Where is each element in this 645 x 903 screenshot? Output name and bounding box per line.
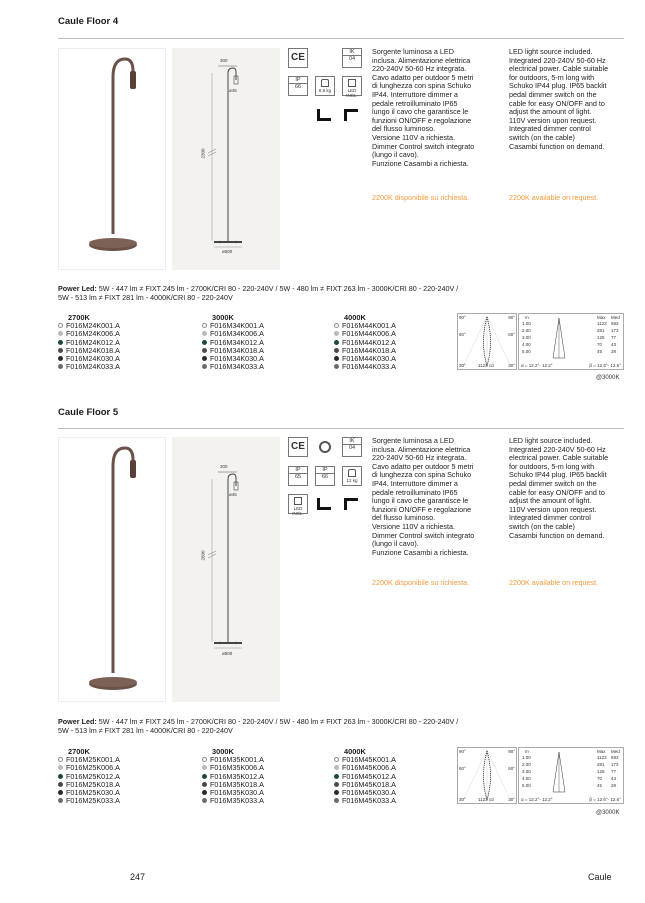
weight-icon [342, 466, 362, 486]
note-english: 2200K available on request. [509, 193, 599, 202]
code-list [202, 322, 264, 372]
finish-swatch-icon [334, 798, 339, 803]
product-image [58, 437, 166, 702]
photometry-cell: 125 [597, 335, 605, 340]
description-italian: Sorgente luminosa a LED inclusa. Alimentazione elettrica 220-240V 50-60 Hz integrata. Cavo adatto per outdoor 5 metri di lunghezza con spina Schuko IP44. Interruttore dimmer a pedale retroilluminato IP65 lungo il cavo che garantisce le funzioni ON/OFF e regolazione del flusso luminoso. Versione 110V a richiesta. Dimmer Control switch integrato (lungo il cavo). Funzione Casambi a richiesta. [372, 47, 475, 168]
photometry-cell: 3.00 [522, 335, 531, 340]
table-head-med: Med [611, 315, 620, 320]
ip-rating-icon-2 [315, 466, 335, 486]
code-column-4000k [334, 313, 396, 372]
spec-line-1: 5W - 447 lm ≠ FIXT 245 lm - 2700K/CRI 80 - 220-240V / 5W - 480 lm ≠ FIXT 263 lm - 3000K/CRI 80 - 220-240V / [96, 717, 459, 726]
section-divider [58, 38, 624, 39]
polar-diagram [457, 313, 517, 370]
finish-swatch-icon [202, 364, 207, 369]
photometry-cell: 3.00 [522, 769, 531, 774]
finish-swatch-icon [58, 323, 63, 328]
led-label: LED INCL. [292, 506, 304, 516]
product-code: F016M35K018.A [210, 779, 264, 789]
product-code-row [58, 797, 120, 805]
technical-drawing [172, 48, 280, 270]
photometry-cell: 28 [611, 349, 617, 354]
product-code: F016M34K030.A [210, 354, 264, 364]
led-included-icon [288, 494, 308, 514]
note-italian: 2200K disponibile su richiesta. [372, 193, 470, 202]
power-led-spec [58, 717, 624, 735]
column-header: 2700K [68, 747, 90, 756]
angle-60-right: 60° [508, 332, 515, 337]
photometry-note: @3000K [596, 810, 620, 816]
product-code: F016M34K001.A [210, 321, 264, 330]
power-led-spec [58, 284, 624, 302]
product-code: F016M44K030.A [342, 354, 396, 364]
alpha-angle: α = 12.2°- 12.2° [521, 363, 553, 368]
angle-90-right: 90° [508, 749, 515, 754]
finish-swatch-icon [58, 782, 63, 787]
photometry-cell: 70 [597, 776, 603, 781]
section-divider [58, 428, 624, 429]
angle-90-left: 90° [459, 315, 466, 320]
product-code-row [202, 363, 264, 371]
note-italian: 2200K disponibile su richiesta. [372, 578, 470, 587]
ik-label: IK [349, 438, 355, 444]
code-list [58, 756, 120, 806]
angle-30-right: 30° [508, 363, 515, 368]
candela-value: 1123 cd [478, 797, 494, 802]
spec-label: Power Led: [58, 284, 97, 293]
ip-value: 65 [289, 473, 307, 480]
photometry-row [522, 762, 624, 769]
angle-30-left: 30° [459, 363, 466, 368]
finish-swatch-icon [334, 348, 339, 353]
finish-swatch-icon [202, 323, 207, 328]
product-code-row [334, 363, 396, 371]
product-code-row [334, 797, 396, 805]
table-head-med: Med [611, 749, 620, 754]
finish-swatch-icon [202, 348, 207, 353]
beta-angle: β = 12.6°- 12.6° [589, 363, 621, 368]
photometry-cell: 1.00 [522, 321, 531, 326]
photometry-row [522, 769, 624, 776]
finish-swatch-icon [334, 364, 339, 369]
table-head-max: Max [597, 315, 606, 320]
cert-mark-icon [315, 437, 335, 457]
photometry-cell: 4.00 [522, 776, 531, 781]
finish-swatch-icon [334, 323, 339, 328]
finish-swatch-icon [202, 782, 207, 787]
description-english: LED light source included. Integrated 220-240V 50-60 Hz electrical power. Cable suitable for outdoors, 5-m long with Schuko IP44 plug. IP65 backlit pedal dimmer switch on the cable for easy ON/OFF and to adjust the amount of light. 110V version upon request. Integrated dimmer control switch (on the cable) Casambi function on demand. [509, 436, 609, 540]
product-code-row [58, 363, 120, 371]
photometry-cell: 70 [597, 342, 603, 347]
mounting-wall-icon [342, 494, 362, 514]
finish-swatch-icon [334, 331, 339, 336]
description-english: LED light source included. Integrated 220-240V 50-60 Hz electrical power. Cable suitable for outdoors, 5-m long with Schuko IP44 plug. IP65 backlit pedal dimmer switch on the cable for easy ON/OFF and to adjust the amount of light. 110V version upon request. Integrated dimmer control switch (on the cable) Casambi function on demand. [509, 47, 609, 151]
product-code: F016M25K030.A [66, 788, 120, 798]
description-italian: Sorgente luminosa a LED inclusa. Alimentazione elettrica 220-240V 50-60 Hz integrata. Cavo adatto per outdoor 5 metri di lunghezza con spina Schuko IP44. Interruttore dimmer a pedale retroilluminato IP65 lungo il cavo che garantisce le funzioni ON/OFF e regolazione del flusso luminoso. Versione 110V a richiesta. Dimmer Control switch integrato (lungo il cavo). Funzione Casambi a richiesta. [372, 436, 475, 557]
led-label: LED INCL. [346, 88, 358, 98]
ce-mark-icon: CE [288, 437, 308, 457]
finish-swatch-icon [58, 331, 63, 336]
spec-line-2: 5W - 513 lm ≠ FIXT 281 lm - 4000K/CRI 80 - 220-240V [58, 726, 233, 735]
product-title: Caule Floor 4 [58, 16, 119, 27]
photometry-row [522, 342, 624, 349]
finish-swatch-icon [58, 356, 63, 361]
finish-swatch-icon [58, 364, 63, 369]
photometry-cell: 77 [611, 769, 617, 774]
photometry-cell: 2.00 [522, 328, 531, 333]
finish-swatch-icon [202, 356, 207, 361]
finish-swatch-icon [202, 340, 207, 345]
dimension-drawing [172, 437, 280, 702]
ik-label: IK [349, 49, 355, 55]
mounting-floor-icon [315, 105, 335, 125]
product-code: F016M24K018.A [66, 345, 120, 355]
ip-label: IP [295, 77, 301, 83]
photometry-row [522, 755, 624, 762]
ip-label: IP [322, 467, 328, 473]
photometry-cell: 173 [611, 762, 619, 767]
product-code: F016M34K018.A [210, 345, 264, 355]
angle-60-right: 60° [508, 766, 515, 771]
product-code: F016M24K012.A [66, 337, 120, 347]
dim-base: ø500 [222, 651, 233, 656]
finish-swatch-icon [334, 765, 339, 770]
product-code: F016M44K006.A [342, 329, 396, 339]
photometry-cell: 693 [611, 755, 619, 760]
footer-brand: Caule [588, 872, 612, 882]
photometry-cell: 5.00 [522, 783, 531, 788]
finish-swatch-icon [202, 331, 207, 336]
mounting-wall-icon [342, 105, 362, 125]
finish-swatch-icon [334, 782, 339, 787]
ip-rating-icon [288, 76, 308, 96]
finish-swatch-icon [334, 757, 339, 762]
photometry-cell: 1123 [597, 321, 607, 326]
column-header: 4000K [344, 313, 366, 322]
ip-rating-icon [288, 466, 308, 486]
code-column-2700k [58, 313, 120, 372]
column-header: 3000K [212, 313, 234, 322]
photometry-table [522, 755, 624, 790]
photometry-cell: 45 [597, 783, 603, 788]
dim-height: 2600 [200, 550, 206, 561]
ik-rating-icon [342, 48, 362, 68]
product-code: F016M44K033.A [342, 362, 396, 372]
photometry-cell: 125 [597, 769, 605, 774]
dim-head-width: 300 [220, 58, 228, 63]
product-title: Caule Floor 5 [58, 407, 119, 418]
note-english: 2200K available on request. [509, 578, 599, 587]
ik-rating-icon [342, 437, 362, 457]
ik-value: 04 [343, 55, 361, 62]
finish-swatch-icon [334, 790, 339, 795]
product-code: F016M45K012.A [342, 771, 396, 781]
angle-60-left: 60° [459, 766, 466, 771]
photometry-cell: 173 [611, 328, 619, 333]
dim-height: 2300 [200, 148, 206, 159]
product-code: F016M44K001.A [342, 321, 396, 330]
code-column-3000k [202, 747, 264, 806]
photometry-cell: 43 [611, 776, 617, 781]
finish-swatch-icon [58, 757, 63, 762]
photometry-cell: 281 [597, 328, 605, 333]
photometry-row [522, 783, 624, 790]
product-code: F016M45K030.A [342, 788, 396, 798]
code-list [334, 322, 396, 372]
finish-swatch-icon [202, 774, 207, 779]
product-code: F016M44K012.A [342, 337, 396, 347]
ip-value: 66 [289, 83, 307, 90]
dim-diameter: ø45 [229, 88, 237, 93]
photometry-row [522, 328, 624, 335]
finish-swatch-icon [202, 757, 207, 762]
photometry-table [522, 321, 624, 356]
dim-base: ø500 [222, 249, 233, 254]
product-code: F016M45K018.A [342, 779, 396, 789]
product-code: F016M25K018.A [66, 779, 120, 789]
product-code: F016M44K018.A [342, 345, 396, 355]
spec-line-1: 5W - 447 lm ≠ FIXT 245 lm - 2700K/CRI 80 - 220-240V / 5W - 480 lm ≠ FIXT 263 lm - 3000K/CRI 80 - 220-240V / [96, 284, 459, 293]
floor-lamp-illustration [59, 438, 167, 703]
photometry-cell: 693 [611, 321, 619, 326]
finish-swatch-icon [202, 790, 207, 795]
photometry-cell: 5.00 [522, 349, 531, 354]
weight-value: 8,8 kg [318, 88, 332, 93]
product-code: F016M34K033.A [210, 362, 264, 372]
ce-mark-icon: CE [288, 48, 308, 68]
finish-swatch-icon [58, 340, 63, 345]
product-code: F016M35K006.A [210, 763, 264, 773]
product-code: F016M35K030.A [210, 788, 264, 798]
photometry-row [522, 349, 624, 356]
photometry-cell: 1123 [597, 755, 607, 760]
finish-swatch-icon [334, 340, 339, 345]
spec-line-2: 5W - 513 lm ≠ FIXT 281 lm - 4000K/CRI 80 - 220-240V [58, 293, 233, 302]
photometry-row [522, 335, 624, 342]
code-column-2700k [58, 747, 120, 806]
photometry-row [522, 776, 624, 783]
code-column-4000k [334, 747, 396, 806]
dimension-drawing [172, 48, 280, 270]
technical-drawing [172, 437, 280, 702]
angle-30-right: 30° [508, 797, 515, 802]
floor-lamp-illustration [59, 49, 167, 271]
polar-diagram [457, 747, 517, 804]
ip-label: IP [295, 467, 301, 473]
product-code: F016M35K001.A [210, 755, 264, 764]
product-code: F016M45K033.A [342, 796, 396, 806]
table-head-m: m [525, 315, 529, 320]
finish-swatch-icon [334, 356, 339, 361]
ik-value: 04 [343, 444, 361, 451]
product-code: F016M35K033.A [210, 796, 264, 806]
product-image [58, 48, 166, 270]
finish-swatch-icon [58, 348, 63, 353]
photometry-cell: 77 [611, 335, 617, 340]
alpha-angle: α = 12.2°- 12.2° [521, 797, 553, 802]
angle-90-right: 90° [508, 315, 515, 320]
code-list [58, 322, 120, 372]
product-code: F016M45K006.A [342, 763, 396, 773]
finish-swatch-icon [202, 765, 207, 770]
led-included-icon [342, 76, 362, 96]
table-head-m: m [525, 749, 529, 754]
product-code: F016M25K001.A [66, 755, 120, 764]
photometry-note: @3000K [596, 375, 620, 381]
finish-swatch-icon [58, 790, 63, 795]
product-code: F016M25K012.A [66, 771, 120, 781]
finish-swatch-icon [334, 774, 339, 779]
product-code: F016M45K001.A [342, 755, 396, 764]
candela-value: 1123 cd [478, 363, 494, 368]
photometry-cell: 43 [611, 342, 617, 347]
beta-angle: β = 12.6°- 12.6° [589, 797, 621, 802]
photometry-cell: 45 [597, 349, 603, 354]
photometry-cell: 1.00 [522, 755, 531, 760]
product-code: F016M25K006.A [66, 763, 120, 773]
photometry-cell: 2.00 [522, 762, 531, 767]
photometry-cell: 4.00 [522, 342, 531, 347]
product-code: F016M34K012.A [210, 337, 264, 347]
finish-swatch-icon [58, 798, 63, 803]
mounting-floor-icon [315, 494, 335, 514]
code-column-3000k [202, 313, 264, 372]
dim-head-width: 300 [220, 464, 228, 469]
illuminance-cone-chart [518, 313, 624, 370]
finish-swatch-icon [58, 774, 63, 779]
weight-value: 12 kg [346, 478, 358, 483]
product-code-row [202, 797, 264, 805]
product-code: F016M24K001.A [66, 321, 120, 330]
ip-value: 66 [316, 473, 334, 480]
angle-60-left: 60° [459, 332, 466, 337]
weight-icon [315, 76, 335, 96]
page-number: 247 [130, 872, 146, 882]
column-header: 2700K [68, 313, 90, 322]
spec-label: Power Led: [58, 717, 97, 726]
table-head-max: Max [597, 749, 606, 754]
product-code: F016M24K033.A [66, 362, 120, 372]
angle-30-left: 30° [459, 797, 466, 802]
product-code: F016M25K033.A [66, 796, 120, 806]
angle-90-left: 90° [459, 749, 466, 754]
photometry-row [522, 321, 624, 328]
finish-swatch-icon [202, 798, 207, 803]
product-code: F016M34K006.A [210, 329, 264, 339]
code-list [202, 756, 264, 806]
finish-swatch-icon [58, 765, 63, 770]
product-code: F016M24K030.A [66, 354, 120, 364]
photometry-cell: 281 [597, 762, 605, 767]
column-header: 3000K [212, 747, 234, 756]
product-code: F016M35K012.A [210, 771, 264, 781]
product-code: F016M24K006.A [66, 329, 120, 339]
column-header: 4000K [344, 747, 366, 756]
dim-diameter: ø45 [229, 492, 237, 497]
code-list [334, 756, 396, 806]
illuminance-cone-chart [518, 747, 624, 804]
photometry-cell: 28 [611, 783, 617, 788]
